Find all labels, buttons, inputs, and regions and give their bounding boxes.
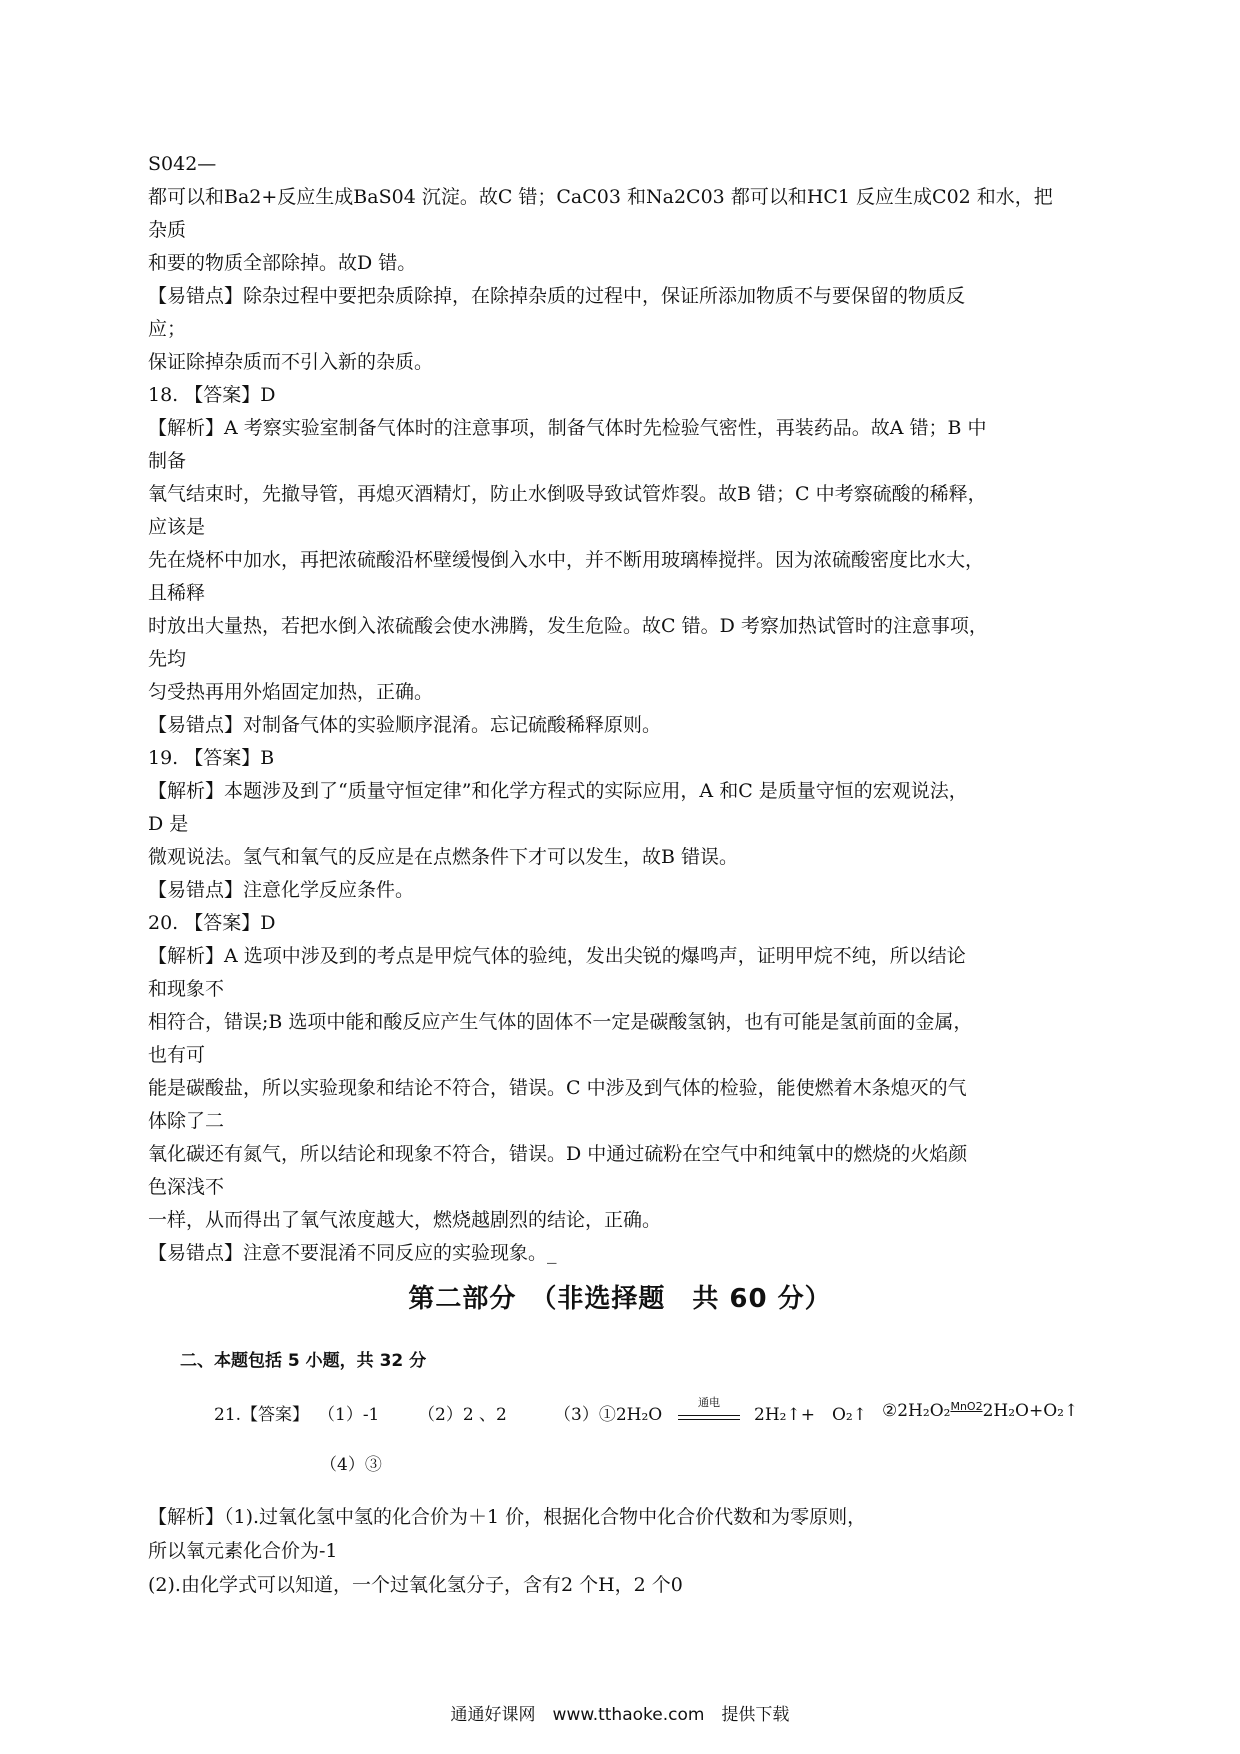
- text-line: 氧气结束时，先撤导管，再熄灭酒精灯，防止水倒吸导致试管炸裂。故B 错；C 中考察硫酸的稀释，: [148, 483, 987, 505]
- text-line: (2).由化学式可以知道，一个过氧化氢分子，含有2 个H，2 个0: [148, 1574, 683, 1596]
- page-footer: 通通好课网 www.tthaoke.com 提供下载: [450, 1705, 790, 1725]
- q21-part1: （1）-1: [318, 1405, 380, 1425]
- q21-analysis: [148, 1500, 1108, 1602]
- text-line: 相符合，错误;B 选项中能和酸反应产生气体的固体不一定是碳酸氢钠，也有可能是氢前面的金属，: [148, 1011, 973, 1033]
- q21-answer-line: [214, 1396, 1114, 1430]
- q21-second-products: 2H₂O+O₂↑: [982, 1401, 1079, 1421]
- q21-part4: （4）③: [320, 1455, 382, 1475]
- text-line: 应该是: [148, 516, 206, 538]
- arrow-line: [678, 1415, 740, 1416]
- text-line: 杂质: [148, 219, 187, 241]
- text-line: 【解析】本题涉及到了“质量守恒定律”和化学方程式的实际应用，A 和C 是质量守恒的宏观说法，: [148, 780, 968, 802]
- arrow-line: [678, 1419, 740, 1420]
- q21-part3-products: 2H₂↑+ O₂↑: [754, 1405, 867, 1425]
- text-line: 能是碳酸盐，所以实验现象和结论不符合，错误。C 中涉及到气体的检验，能使燃着木条熄灭的气: [148, 1077, 967, 1099]
- q21-part2: （2）2 、2: [418, 1405, 507, 1425]
- text-line: 保证除掉杂质而不引入新的杂质。: [148, 351, 434, 373]
- text-line: 【易错点】注意化学反应条件。: [148, 879, 415, 901]
- text-line: 一样，从而得出了氧气浓度越大，燃烧越剧烈的结论，正确。: [148, 1209, 662, 1231]
- text-line: 和现象不: [148, 978, 225, 1000]
- text-line: 微观说法。氢气和氧气的反应是在点燃条件下才可以发生，故B 错误。: [148, 846, 739, 868]
- text-line: 和要的物质全部除掉。故D 错。: [148, 252, 417, 274]
- text-line: 且稀释: [148, 582, 206, 604]
- text-line: 制备: [148, 450, 187, 472]
- text-line: 氧化碳还有氮气，所以结论和现象不符合，错误。D 中通过硫粉在空气中和纯氧中的燃烧的火焰颜: [148, 1143, 968, 1165]
- question-intro: 二、本题包括 5 小题，共 32 分: [180, 1351, 427, 1371]
- text-line: 【解析】A 考察实验室制备气体时的注意事项，制备气体时先检验气密性，再装药品。故A 错；B 中: [148, 417, 987, 439]
- text-line: 【易错点】注意不要混淆不同反应的实验现象。_: [148, 1242, 557, 1264]
- text-line: 【解析】（1).过氧化氢中氢的化合价为＋1 价，根据化合物中化合价代数和为零原则，: [148, 1506, 867, 1528]
- text-line: 【易错点】对制备气体的实验顺序混淆。忘记硫酸稀释原则。: [148, 714, 662, 736]
- q21-part3-second: [882, 1400, 1078, 1421]
- text-line: 先均: [148, 648, 187, 670]
- text-line: 时放出大量热，若把水倒入浓硫酸会使水沸腾，发生危险。故C 错。D 考察加热试管时的注意事项，: [148, 615, 988, 637]
- reaction-arrow: [678, 1396, 740, 1430]
- text-line: 先在烧杯中加水，再把浓硫酸沿杯壁缓慢倒入水中，并不断用玻璃棒搅拌。因为浓硫酸密度比水大，: [148, 549, 985, 571]
- text-line: 色深浅不: [148, 1176, 225, 1198]
- catalyst-label: MnO2: [950, 1400, 983, 1413]
- answer-explanations: [148, 148, 1108, 1270]
- text-line: 19. 【答案】B: [148, 747, 275, 769]
- q21-label: 21.【答案】: [214, 1405, 310, 1425]
- text-line: D 是: [148, 813, 189, 835]
- q21-part3-reactant: （3）①2H₂O: [554, 1405, 663, 1425]
- text-line: 【解析】A 选项中涉及到的考点是甲烷气体的验纯，发出尖锐的爆鸣声，证明甲烷不纯，所以结论: [148, 945, 966, 967]
- text-line: S042—: [148, 153, 217, 175]
- section-title: 第二部分 （非选择题 共 60 分）: [408, 1284, 832, 1314]
- q21-second-reactant: ②2H₂O₂: [882, 1401, 951, 1421]
- text-line: 应；: [148, 318, 187, 340]
- text-line: 18. 【答案】D: [148, 384, 276, 406]
- text-line: 20. 【答案】D: [148, 912, 276, 934]
- text-line: 也有可: [148, 1044, 206, 1066]
- reaction-condition: 通电: [698, 1396, 720, 1409]
- text-line: 都可以和Ba2+反应生成BaS04 沉淀。故C 错；CaC03 和Na2C03 都可以和HC1 反应生成C02 和水，把: [148, 186, 1053, 208]
- text-line: 体除了二: [148, 1110, 225, 1132]
- text-line: 【易错点】除杂过程中要把杂质除掉，在除掉杂质的过程中，保证所添加物质不与要保留的物质反: [148, 285, 966, 307]
- text-line: 匀受热再用外焰固定加热，正确。: [148, 681, 434, 703]
- text-line: 所以氧元素化合价为-1: [148, 1540, 338, 1562]
